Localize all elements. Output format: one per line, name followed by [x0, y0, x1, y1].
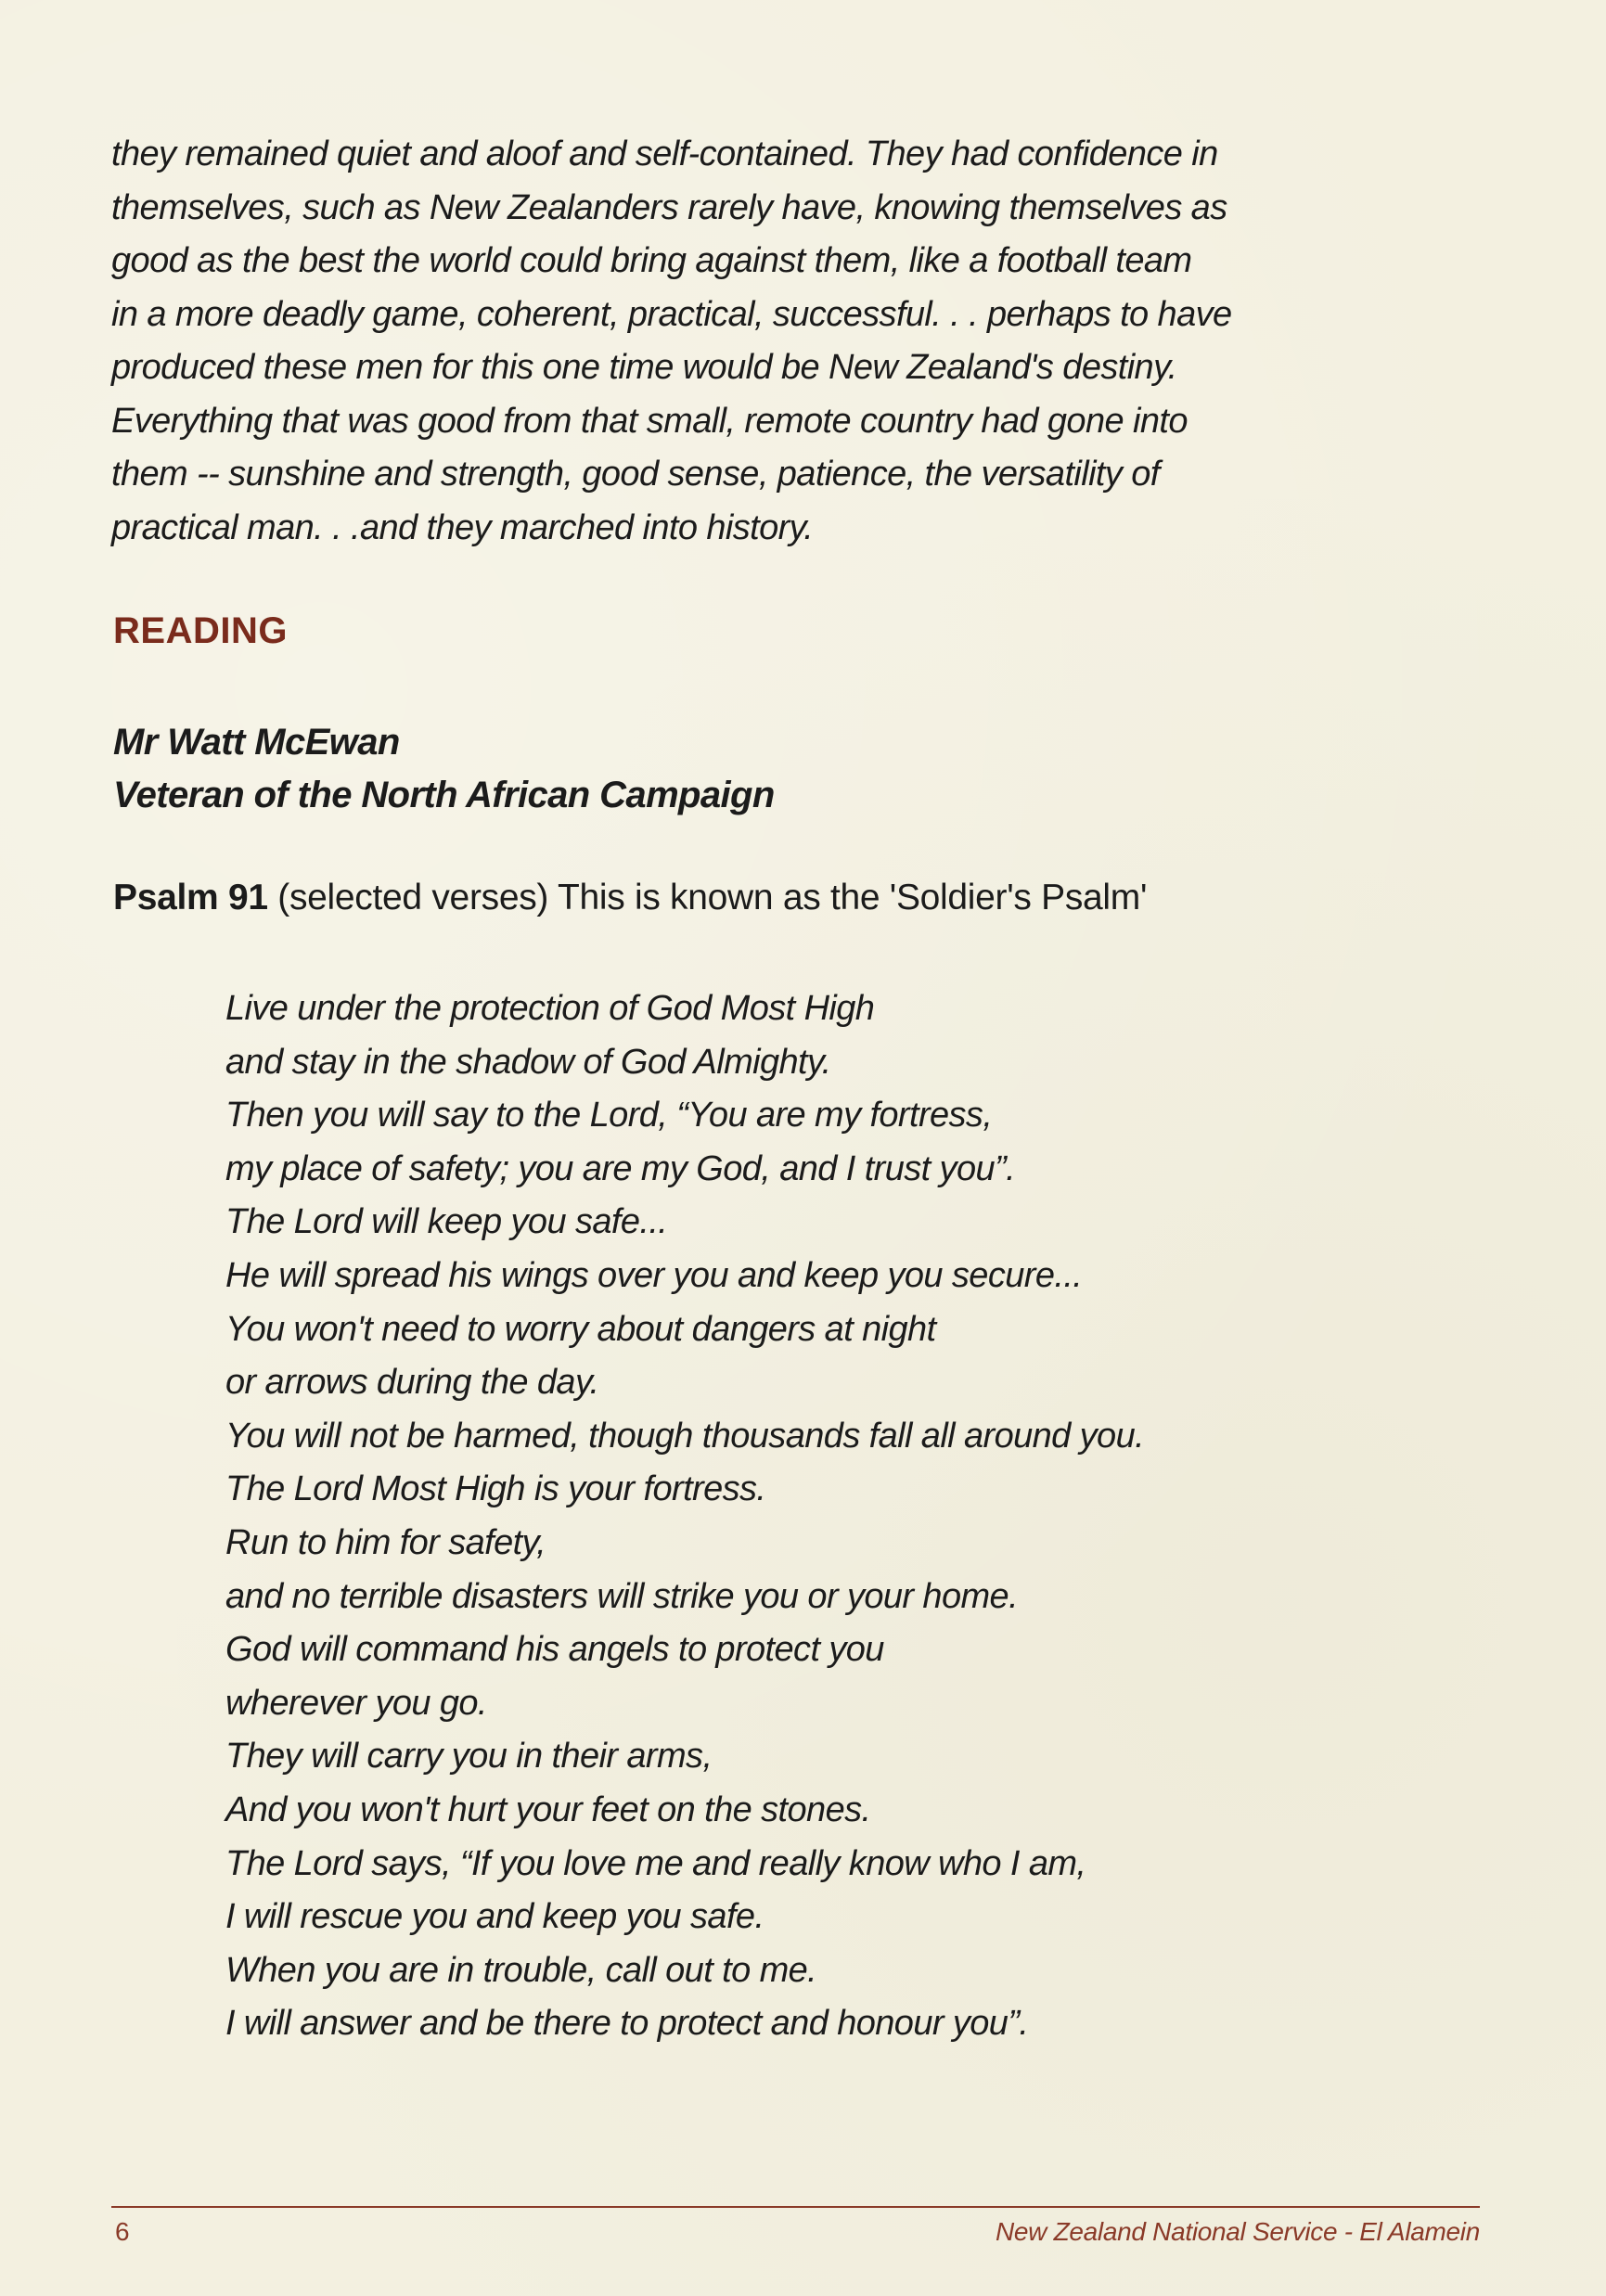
intro-line: themselves, such as New Zealanders rarely have, knowing themselves as: [111, 187, 1227, 227]
verse-line: and no terrible disasters will strike you or your home.: [225, 1576, 1019, 1616]
verse-line: Run to him for safety,: [225, 1522, 546, 1562]
verse-line: They will carry you in their arms,: [225, 1737, 713, 1777]
intro-line: Everything that was good from that small, remote country had gone into: [111, 401, 1188, 441]
reader-role: Veteran of the North African Campaign: [113, 775, 775, 815]
verse-line: God will command his angels to protect you: [225, 1630, 884, 1670]
footer-title: New Zealand National Service - El Alamein: [995, 2217, 1480, 2246]
intro-line: them -- sunshine and strength, good sense, patience, the versatility of: [111, 455, 1160, 494]
psalm-verses: [225, 982, 1432, 2051]
intro-line: good as the best the world could bring against them, like a football team: [111, 241, 1192, 280]
verse-line: And you won't hurt your feet on the stones.: [225, 1789, 871, 1829]
intro-paragraph: [111, 128, 1484, 555]
psalm-title: [113, 878, 1147, 918]
verse-line: and stay in the shadow of God Almighty.: [225, 1042, 831, 1082]
verse-line: Then you will say to the Lord, “You are my fortress,: [225, 1096, 993, 1135]
verse-line: wherever you go.: [225, 1683, 487, 1723]
footer-divider: [111, 2206, 1480, 2208]
reader-name: Mr Watt McEwan: [113, 722, 400, 763]
verse-line: I will rescue you and keep you safe.: [225, 1897, 764, 1937]
verse-line: You will not be harmed, though thousands fall all around you.: [225, 1416, 1145, 1456]
intro-line: practical man. . .and they marched into history.: [111, 507, 814, 547]
verse-line: Live under the protection of God Most High: [225, 989, 875, 1028]
page-number: 6: [115, 2217, 130, 2246]
verse-line: my place of safety; you are my God, and I trust you”.: [225, 1148, 1016, 1188]
verse-line: You won't need to worry about dangers at night: [225, 1309, 936, 1349]
intro-line: produced these men for this one time would be New Zealand's destiny.: [111, 348, 1177, 387]
intro-line: in a more deadly game, coherent, practical, successful. . . perhaps to have: [111, 294, 1232, 334]
verse-line: The Lord Most High is your fortress.: [225, 1469, 766, 1509]
reader-block: [113, 716, 775, 822]
verse-line: or arrows during the day.: [225, 1363, 599, 1403]
verse-line: He will spread his wings over you and keep you secure...: [225, 1255, 1083, 1295]
psalm-description: (selected verses) This is known as the 'Soldier's Psalm': [267, 878, 1148, 917]
verse-line: I will answer and be there to protect and honour you”.: [225, 2004, 1029, 2044]
section-heading: READING: [113, 610, 288, 651]
verse-line: The Lord says, “If you love me and really know who I am,: [225, 1843, 1086, 1883]
psalm-name: Psalm 91: [113, 878, 268, 917]
verse-line: The Lord will keep you safe...: [225, 1202, 668, 1242]
intro-line: they remained quiet and aloof and self-contained. They had confidence in: [111, 135, 1218, 173]
verse-line: When you are in trouble, call out to me.: [225, 1950, 817, 1990]
